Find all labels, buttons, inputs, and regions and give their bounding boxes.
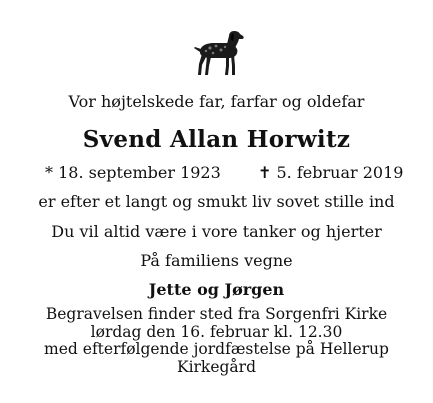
birth-date: 18. september 1923 [58,163,221,182]
death-date: 5. februar 2019 [276,163,404,182]
death-date-group [258,163,403,183]
life-dates [0,163,433,183]
family-text: På familiens vegne [140,251,293,270]
birth-date-group [45,163,221,183]
funeral-details [0,306,433,376]
funeral-line: Kirkegård [176,357,256,376]
passing-text: er efter et langt og smukt liv sovet stille ind [38,192,395,211]
birth-star-icon: * [45,163,53,182]
death-cross-icon: ✝ [258,163,272,182]
intro-text: Vor højtelskede far, farfar og oldefar [68,92,365,111]
funeral-line: lørdag den 16. februar kl. 12.30 [90,322,343,341]
memory-text: Du vil altid være i vore tanker og hjerter [51,222,382,241]
dog-icon [186,22,246,82]
funeral-line: Begravelsen finder sted fra Sorgenfri Kirke [45,305,388,323]
deceased-name: Svend Allan Horwitz [82,126,351,153]
funeral-line: med efterfølgende jordfæstelse på Hellerup [44,340,389,358]
signers: Jette og Jørgen [148,280,285,299]
